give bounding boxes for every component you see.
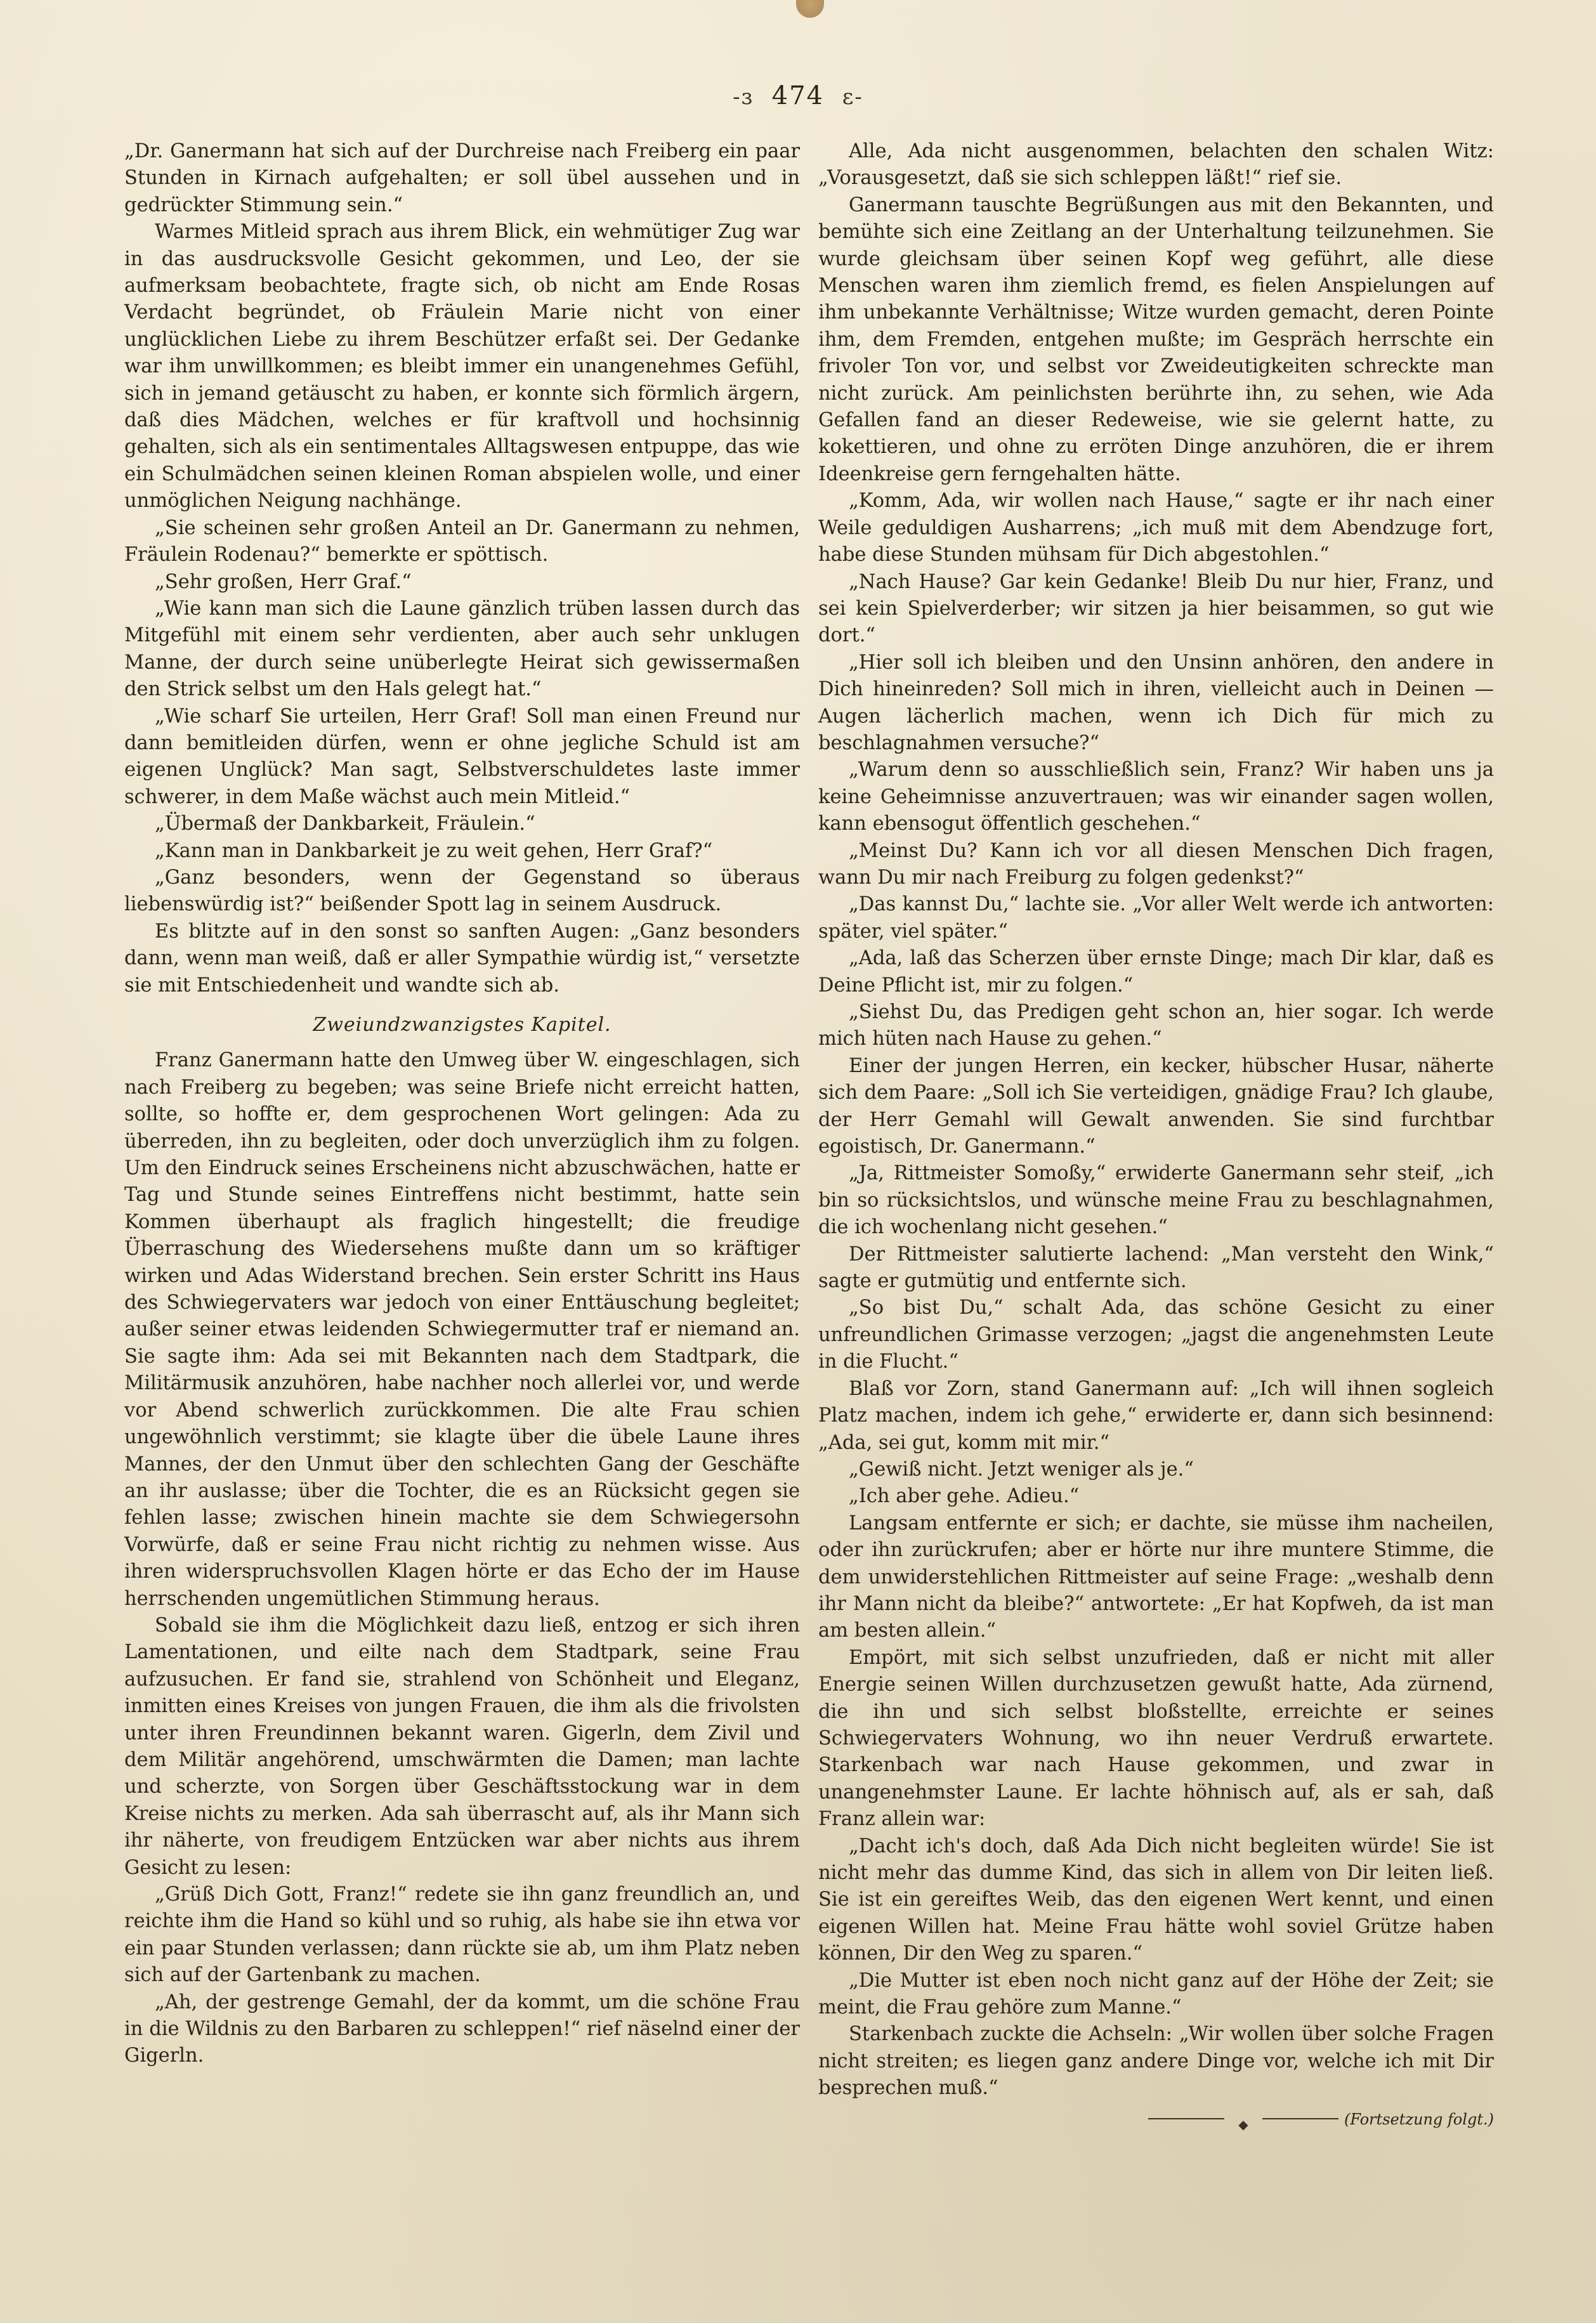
continuation-note: (Fortsetzung folgt.) — [1344, 2110, 1494, 2128]
paragraph: Langsam entfernte er sich; er dachte, sie müsse ihm nacheilen, oder ihn zurückrufen; aber er hörte nur ihre muntere Stimme, die dem unwiderstehlichen Rittmeister auf seine Frage: „weshalb denn ihr Mann nicht da bleibe?“ antwortete: „Er hat Kopfweh, da ist man am besten allein.“ — [818, 1512, 1494, 1642]
paragraph: „Dr. Ganermann hat sich auf der Durchreise nach Freiberg ein paar Stunden in Kirnach aufgehalten; er soll übel aussehen und in gedrückter Stimmung sein.“ — [124, 140, 800, 216]
paragraph: Empört, mit sich selbst unzufrieden, daß er nicht mit aller Energie seinen Willen durchzusetzen gewußt hatte, Ada zürnend, die ihn und sich selbst bloßstellte, erreichte er seines Schwiegervaters Wohnung, wo ihn neuer Verdruß erwartete. Starkenbach war nach Hause gekommen, und zwar in unangenehmster Laune. Er lachte höhnisch auf, als er sah, daß Franz allein war: — [818, 1646, 1494, 1831]
chapter-title: Zweiundzwanzigstes Kapitel. — [313, 1014, 612, 1036]
paragraph: „Kann man in Dankbarkeit je zu weit gehen, Herr Graf?“ — [155, 839, 713, 862]
paragraph: Ganermann tauschte Begrüßungen aus mit den Bekannten, und bemühte sich eine Zeitlang an der Unterhaltung teilzunehmen. Sie wurde gleichsam über seinen Kopf weg geführt, alle diese Menschen waren ihm ziemlich fremd, es fielen Anspielungen auf ihm unbekannte Verhältnisse; Witze wurden gemacht, deren Pointe ihm, dem Fremden, entgehen mußte; im Gespräch herrschte ein frivoler Ton vor, und selbst vor Zweideutigkeiten schreckte man nicht zurück. Am peinlichsten berührte ihn, zu sehen, wie Ada Gefallen fand an dieser Redeweise, wie sie gelernt hatte, zu kokettieren, und ohne zu erröten Dinge anzuhören, die er ihrem Ideenkreise gern ferngehalten hätte. — [818, 193, 1494, 485]
paragraph: „Ada, laß das Scherzen über ernste Dinge; mach Dir klar, daß es Deine Pflicht ist, mir zu folgen.“ — [818, 947, 1494, 997]
paragraph: Franz Ganermann hatte den Umweg über W. eingeschlagen, sich nach Freiberg zu begeben; was seine Briefe nicht erreicht hatten, sollte, so hoffte er, dem gesprochenen Wort gelingen: Ada zu überreden, ihn zu begleiten, oder doch unverzüglich ihm zu folgen. Um den Eindruck seines Erscheinens nicht abzuschwächen, hatte er Tag und Stunde seines Eintreffens nicht bestimmt, hatte sein Kommen überhaupt als fraglich hingestellt; die freudige Überraschung des Wiedersehens mußte dann um so kräftiger wirken und Adas Widerstand brechen. Sein erster Schritt ins Haus des Schwiegervaters war jedoch von einer Enttäuschung begleitet; außer seiner etwas leidenden Schwiegermutter traf er niemand an. Sie sagte ihm: Ada sei mit Bekannten nach dem Stadtpark, die Militärmusik anzuhören, habe nachher noch allerlei vor, und werde vor Abend schwerlich zurückkommen. Die alte Frau schien ungewöhnlich verstimmt; sie klagte über die übele Laune ihres Mannes, der den Unmut über den schlechten Gang der Geschäfte an ihr auslasse; über die Tochter, die es an Rücksicht gegen sie fehlen lasse; zwischen hinein machte sie dem Schwiegersohn Vorwürfe, daß er seine Frau nicht richtig zu nehmen wisse. Aus ihren widerspruchsvollen Klagen hörte er das Echo der im Hause herrschenden ungemütlichen Stimmung heraus. — [124, 1049, 800, 1610]
paragraph: Warmes Mitleid sprach aus ihrem Blick, ein wehmütiger Zug war in das ausdrucksvolle Gesicht gekommen, und Leo, der sie aufmerksam beobachtete, fragte sich, ob nicht am Ende Rosas Verdacht begründet, ob Fräulein Marie nicht von einer unglücklichen Liebe zu ihrem Beschützer erfaßt sei. Der Gedanke war ihm unwillkommen; es bleibt immer ein unangenehmes Gefühl, sich in jemand getäuscht zu haben, er konnte sich förmlich ärgern, daß dies Mädchen, welches er für kraftvoll und hochsinnig gehalten, sich als ein sentimentales Alltagswesen entpuppe, das wie ein Schulmädchen seinen kleinen Roman abspielen wolle, und einer unmöglichen Neigung nachhänge. — [124, 221, 800, 513]
article-end — [818, 2106, 1494, 2138]
paragraph: „Komm, Ada, wir wollen nach Hause,“ sagte er ihr nach einer Weile geduldigen Ausharrens; „ich muß mit dem Abendzuge fort, habe diese Stunden mühsam für Dich abgestohlen.“ — [818, 490, 1494, 566]
paragraph: „Grüß Dich Gott, Franz!“ redete sie ihn ganz freundlich an, und reichte ihm die Hand so kühl und so ruhig, als habe sie ihn etwa vor ein paar Stunden verlassen; dann rückte sie ab, um ihm Platz neben sich auf der Gartenbank zu machen. — [124, 1883, 800, 1987]
paragraph: „Ja, Rittmeister Somoßy,“ erwiderte Ganermann sehr steif, „ich bin so rücksichtslos, und wünsche meine Frau zu beschlagnahmen, die ich wochenlang nicht gesehen.“ — [818, 1162, 1494, 1239]
paragraph: Starkenbach zuckte die Achseln: „Wir wollen über solche Fragen nicht streiten; es liegen ganz andere Dinge vor, welche ich mit Dir besprechen muß.“ — [818, 2023, 1494, 2100]
paragraph: „So bist Du,“ schalt Ada, das schöne Gesicht zu einer unfreundlichen Grimasse verzogen; „jagst die angenehmsten Leute in die Flucht.“ — [818, 1297, 1494, 1373]
paragraph: „Das kannst Du,“ lachte sie. „Vor aller Welt werde ich antworten: später, viel später.“ — [818, 893, 1494, 943]
page-header — [0, 81, 1596, 119]
paragraph: Alle, Ada nicht ausgenommen, belachten den schalen Witz: „Vorausgesetzt, daß sie sich schleppen läßt!“ rief sie. — [818, 140, 1494, 190]
paragraph: „Warum denn so ausschließlich sein, Franz? Wir haben uns ja keine Geheimnisse anzuvertrauen; was wir einander sagen wollen, kann ebensogut öffentlich geschehen.“ — [818, 759, 1494, 835]
paper-stain — [796, 0, 824, 18]
paragraph: Es blitzte auf in den sonst so sanften Augen: „Ganz besonders dann, wenn man weiß, daß er aller Sympathie würdig ist,“ versetzte sie mit Entschiedenheit und wandte sich ab. — [124, 920, 800, 997]
paragraph: Der Rittmeister salutierte lachend: „Man versteht den Wink,“ sagte er gutmütig und entfernte sich. — [818, 1243, 1494, 1293]
paragraph: „Nach Hause? Gar kein Gedanke! Bleib Du nur hier, Franz, und sei kein Spielverderber; wir sitzen ja hier beisammen, so gut wie dort.“ — [818, 570, 1494, 647]
paragraph: Einer der jungen Herren, ein kecker, hübscher Husar, näherte sich dem Paare: „Soll ich Sie verteidigen, gnädige Frau? Ich glaube, der Herr Gemahl will Gewalt anwenden. Sie sind furchtbar egoistisch, Dr. Ganermann.“ — [818, 1054, 1494, 1158]
paragraph: Blaß vor Zorn, stand Ganermann auf: „Ich will ihnen sogleich Platz machen, indem ich gehe,“ erwiderte er, dann sich besinnend: „Ada, sei gut, komm mit mir.“ — [818, 1377, 1494, 1454]
paragraph: Sobald sie ihm die Möglichkeit dazu ließ, entzog er sich ihren Lamentationen, und eilte nach dem Stadtpark, seine Frau aufzusuchen. Er fand sie, strahlend von Schönheit und Eleganz, inmitten eines Kreises von jungen Frauen, die ihm als die frivolsten unter ihren Freundinnen bekannt waren. Gigerln, dem Zivil und dem Militär angehörend, umschwärmten die Damen; man lachte und scherzte, von Sorgen über Geschäftsstockung war in dem Kreise nichts zu merken. Ada sah überrascht auf, als ihr Mann sich ihr näherte, von freudigem Entzücken war aber nichts aus ihrem Gesicht zu lesen: — [124, 1614, 800, 1879]
paragraph: „Dacht ich's doch, daß Ada Dich nicht begleiten würde! Sie ist nicht mehr das dumme Kind, das sich in allem von Dir leiten ließ. Sie ist ein gereiftes Weib, das den eigenen Wert kennt, und einen eigenen Willen hat. Meine Frau hätte wohl soviel Grütze haben können, Dir den Weg zu sparen.“ — [818, 1835, 1494, 1965]
paragraph: „Wie kann man sich die Laune gänzlich trüben lassen durch das Mitgefühl mit einem sehr verdienten, aber auch sehr unklugen Manne, der durch seine unüberlegte Heirat sich gewissermaßen den Strick selbst um den Hals gelegt hat.“ — [124, 597, 800, 701]
paragraph: „Sie scheinen sehr großen Anteil an Dr. Ganermann zu nehmen, Fräulein Rodenau?“ bemerkte er spöttisch. — [124, 516, 800, 566]
paragraph: „Übermaß der Dankbarkeit, Fräulein.“ — [155, 813, 535, 835]
paragraph: „Hier soll ich bleiben und den Unsinn anhören, den andere in Dich hineinreden? Soll mich in ihren, vielleicht auch in Deinen — Augen lächerlich machen, wenn ich Dich für mich zu beschlagnahmen versuche?“ — [818, 651, 1494, 754]
right-column — [818, 138, 1494, 2138]
header-ornament-right: ɛ- — [842, 84, 863, 110]
paragraph: „Ganz besonders, wenn der Gegenstand so überaus liebenswürdig ist?“ beißender Spott lag in seinem Ausdruck. — [124, 866, 800, 916]
header-ornament-left: -ɜ — [733, 84, 754, 110]
paragraph: „Ah, der gestrenge Gemahl, der da kommt, um die schöne Frau in die Wildnis zu den Barbaren zu schleppen!“ rief näselnd einer der Gigerln. — [124, 1991, 800, 2067]
page-number: 474 — [771, 81, 825, 110]
paragraph: „Siehst Du, das Predigen geht schon an, hier sogar. Ich werde mich hüten nach Hause zu gehen.“ — [818, 1001, 1494, 1050]
paragraph: „Gewiß nicht. Jetzt weniger als je.“ — [849, 1458, 1194, 1481]
paragraph: „Die Mutter ist eben noch nicht ganz auf der Höhe der Zeit; sie meint, die Frau gehöre zum Manne.“ — [818, 1969, 1494, 2019]
paragraph: „Wie scharf Sie urteilen, Herr Graf! Soll man einen Freund nur dann bemitleiden dürfen, wenn er ohne jegliche Schuld ist am eigenen Unglück? Man sagt, Selbstverschuldetes laste immer schwerer, in dem Maße wächst auch mein Mitleid.“ — [124, 705, 800, 808]
paragraph: „Meinst Du? Kann ich vor all diesen Menschen Dich fragen, wann Du mir nach Freiburg zu folgen gedenkst?“ — [818, 839, 1494, 889]
left-column — [124, 138, 800, 2070]
paragraph: „Ich aber gehe. Adieu.“ — [849, 1485, 1080, 1508]
paragraph: „Sehr großen, Herr Graf.“ — [155, 570, 412, 593]
end-ornament-rule: ◆ — [1148, 2111, 1338, 2125]
